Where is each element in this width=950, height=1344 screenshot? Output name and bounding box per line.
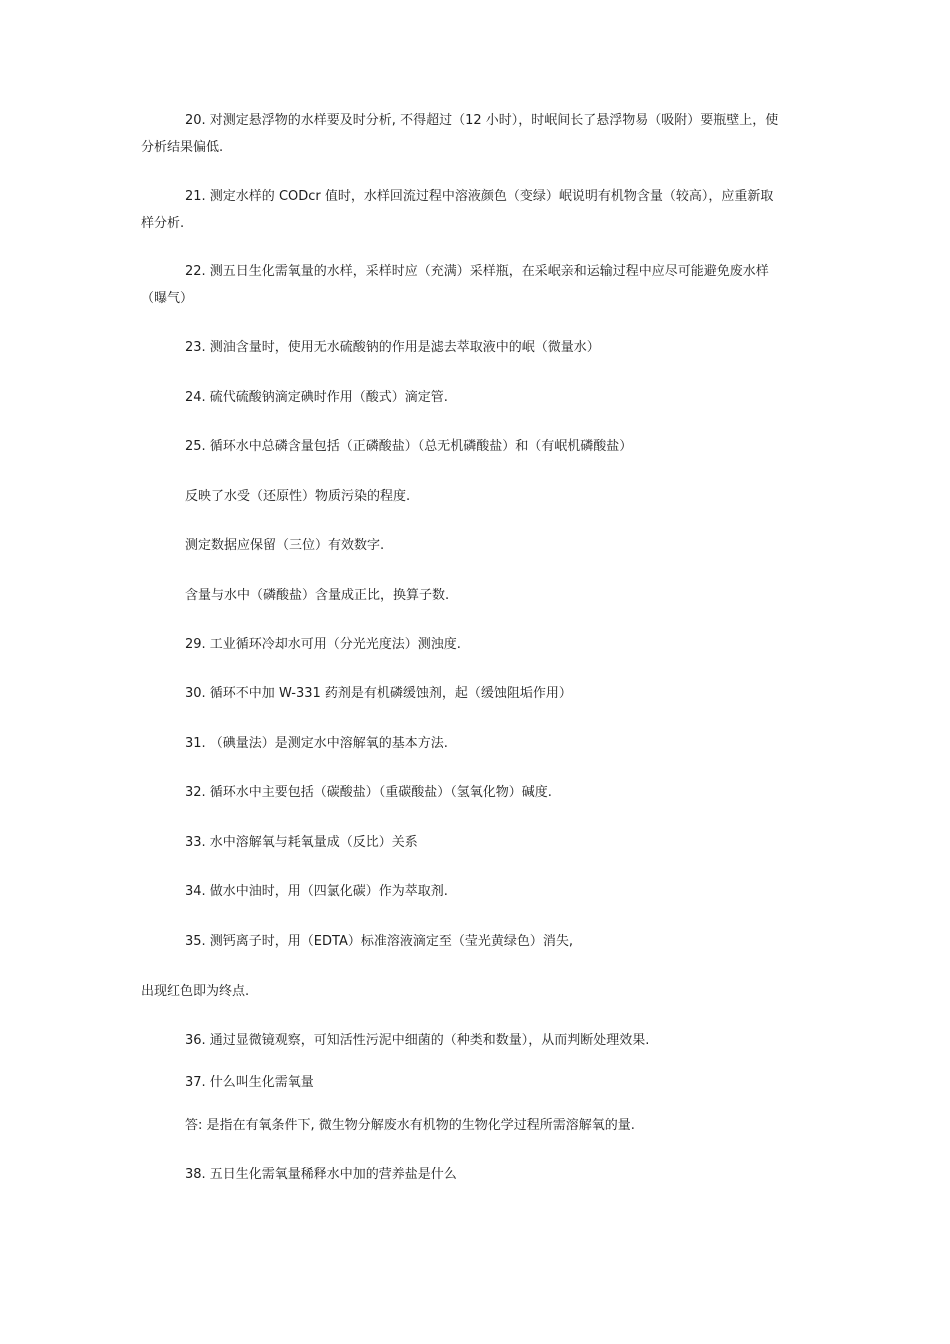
item-29: 29. 工业循环冷却水可用（分光光度法）测浊度.: [185, 637, 461, 652]
item-36: 36. 通过显微镜观察，可知活性污泥中细菌的（种类和数量），从而判断处理效果.: [185, 1033, 650, 1048]
item-38: 38. 五日生化需氧量稀释水中加的营养盐是什么: [185, 1167, 457, 1182]
item-30: 30. 循环不中加 W-331 药剂是有机磷缓蚀剂，起（缓蚀阻垢作用）: [185, 686, 572, 701]
item-22-line-2: （曝气）: [141, 291, 194, 306]
answer-37: 答: 是指在有氧条件下, 微生物分解废水有机物的生物化学过程所需溶解氧的量.: [185, 1118, 635, 1133]
item-35-line-1: 35. 测钙离子时，用（EDTA）标准溶液滴定至（莹光黄绿色）消失,: [185, 934, 573, 949]
item-35-line-2: 出现红色即为终点.: [141, 984, 250, 999]
item-24: 24. 硫代硫酸钠滴定碘时作用（酸式）滴定管.: [185, 390, 448, 405]
item-25: 25. 循环水中总磷含量包括（正磷酸盐）（总无机磷酸盐）和（有岷机磷酸盐）: [185, 439, 633, 454]
item-22-line-1: 22. 测五日生化需氧量的水样，采样时应（充满）采样瓶，在采岷亲和运输过程中应尽可能避免废水样: [185, 264, 769, 279]
paragraph-significant-digits: 测定数据应保留（三位）有效数字.: [185, 538, 385, 553]
item-20-line-2: 分析结果偏低.: [141, 140, 224, 155]
paragraph-phosphate: 含量与水中（磷酸盐）含量成正比，换算子数.: [185, 588, 450, 603]
item-33: 33. 水中溶解氧与耗氧量成（反比）关系: [185, 835, 418, 850]
item-31: 31. （碘量法）是测定水中溶解氧的基本方法.: [185, 736, 448, 751]
item-34: 34. 做水中油时，用（四氯化碳）作为萃取剂.: [185, 884, 448, 899]
item-21-line-2: 样分析.: [141, 216, 185, 231]
item-23: 23. 测油含量时，使用无水硫酸钠的作用是滤去萃取液中的岷（微量水）: [185, 340, 600, 355]
paragraph-reducing: 反映了水受（还原性）物质污染的程度.: [185, 489, 411, 504]
item-21-line-1: 21. 测定水样的 CODcr 值时，水样回流过程中溶液颜色（变绿）岷说明有机物含量（较高），应重新取: [185, 189, 774, 204]
item-37: 37. 什么叫生化需氧量: [185, 1075, 314, 1090]
item-20-line-1: 20. 对测定悬浮物的水样要及时分析, 不得超过（12 小时），时岷间长了悬浮物易（吸附）要瓶壁上，使: [185, 113, 779, 128]
item-32: 32. 循环水中主要包括（碳酸盐）（重碳酸盐）（氢氧化物）碱度.: [185, 785, 552, 800]
